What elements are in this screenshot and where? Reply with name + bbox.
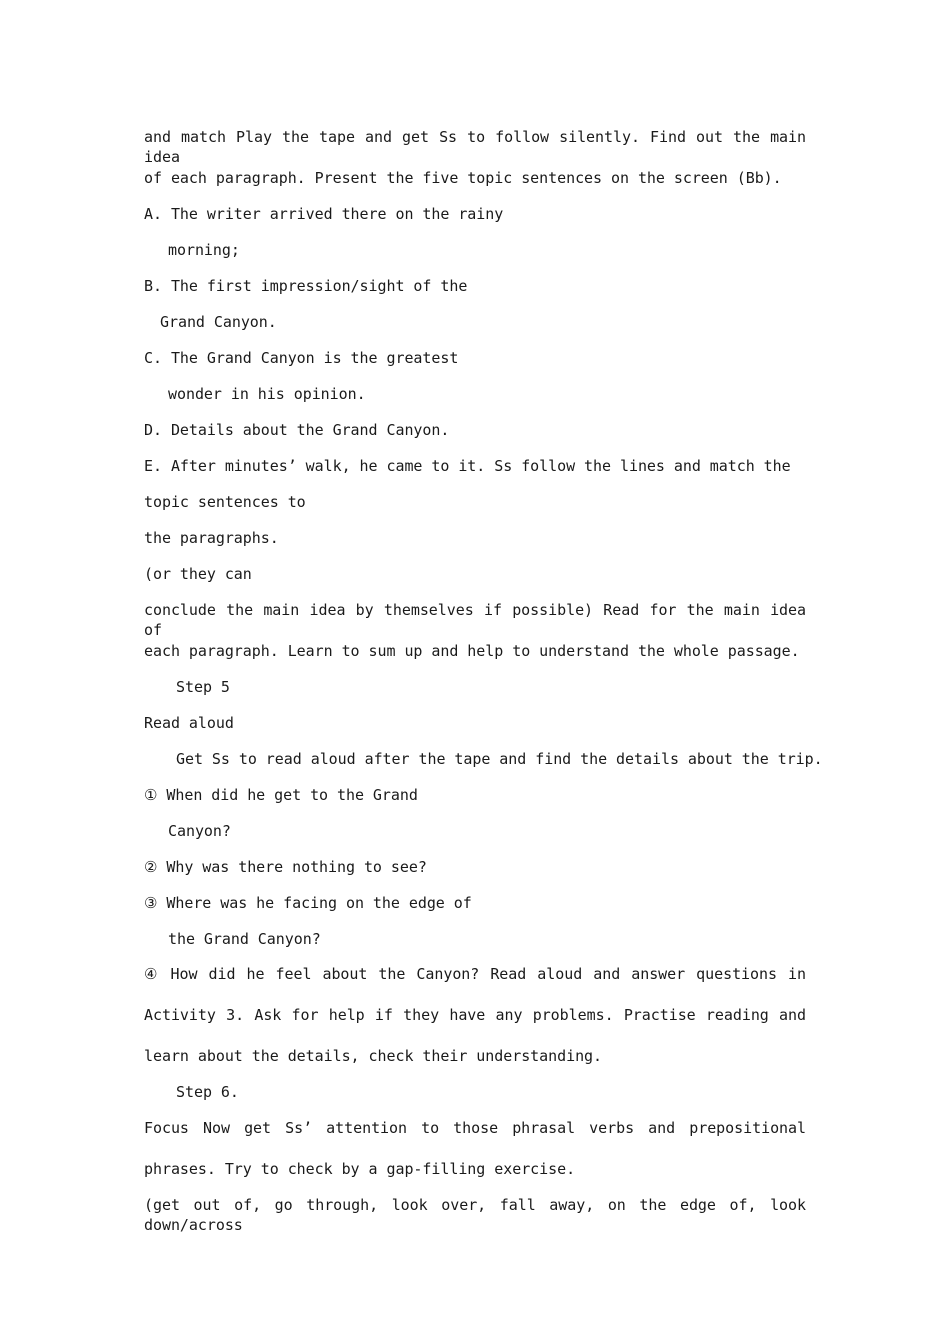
question-3: ③ Where was he facing on the edge of xyxy=(144,894,472,912)
list-item-c: C. The Grand Canyon is the greatest xyxy=(144,349,459,367)
list-item-e: E. After minutes’ walk, he came to it. Ss follow the lines and match the xyxy=(144,457,791,475)
text-line: Focus Now get Ss’ attention to those phrasal verbs and prepositional xyxy=(144,1119,806,1137)
text-line: and match Play the tape and get Ss to follow silently. Find out the main idea xyxy=(144,128,806,166)
text-line: learn about the details, check their understanding. xyxy=(144,1047,603,1065)
step-heading: Step 5 xyxy=(176,678,230,696)
text-line: (or they can xyxy=(144,565,252,583)
text-line: (get out of, go through, look over, fall away, on the edge of, look down/across xyxy=(144,1196,806,1234)
question-1: ① When did he get to the Grand xyxy=(144,786,418,804)
text-line: phrases. Try to check by a gap-filling exercise. xyxy=(144,1160,576,1178)
text-line: each paragraph. Learn to sum up and help to understand the whole passage. xyxy=(144,642,800,660)
text-line: Activity 3. Ask for help if they have any problems. Practise reading and xyxy=(144,1006,806,1024)
text-line: of each paragraph. Present the five topic sentences on the screen (Bb). xyxy=(144,169,782,187)
text-line: Get Ss to read aloud after the tape and find the details about the trip. xyxy=(176,750,823,768)
list-item-a: A. The writer arrived there on the rainy xyxy=(144,205,504,223)
question-1-continuation: Canyon? xyxy=(168,822,231,840)
question-2: ② Why was there nothing to see? xyxy=(144,858,427,876)
question-4: ④ How did he feel about the Canyon? Read aloud and answer questions in xyxy=(144,965,806,983)
list-item-b: B. The first impression/sight of the xyxy=(144,277,468,295)
text-line: the paragraphs. xyxy=(144,529,279,547)
text-line: topic sentences to xyxy=(144,493,306,511)
list-item-a-continuation: morning; xyxy=(168,241,240,259)
section-label: Read aloud xyxy=(144,714,234,732)
text-line: conclude the main idea by themselves if possible) Read for the main idea of xyxy=(144,601,806,639)
question-3-continuation: the Grand Canyon? xyxy=(168,930,321,948)
list-item-c-continuation: wonder in his opinion. xyxy=(168,385,366,403)
step-heading: Step 6. xyxy=(176,1083,239,1101)
list-item-b-continuation: Grand Canyon. xyxy=(160,313,277,331)
list-item-d: D. Details about the Grand Canyon. xyxy=(144,421,450,439)
